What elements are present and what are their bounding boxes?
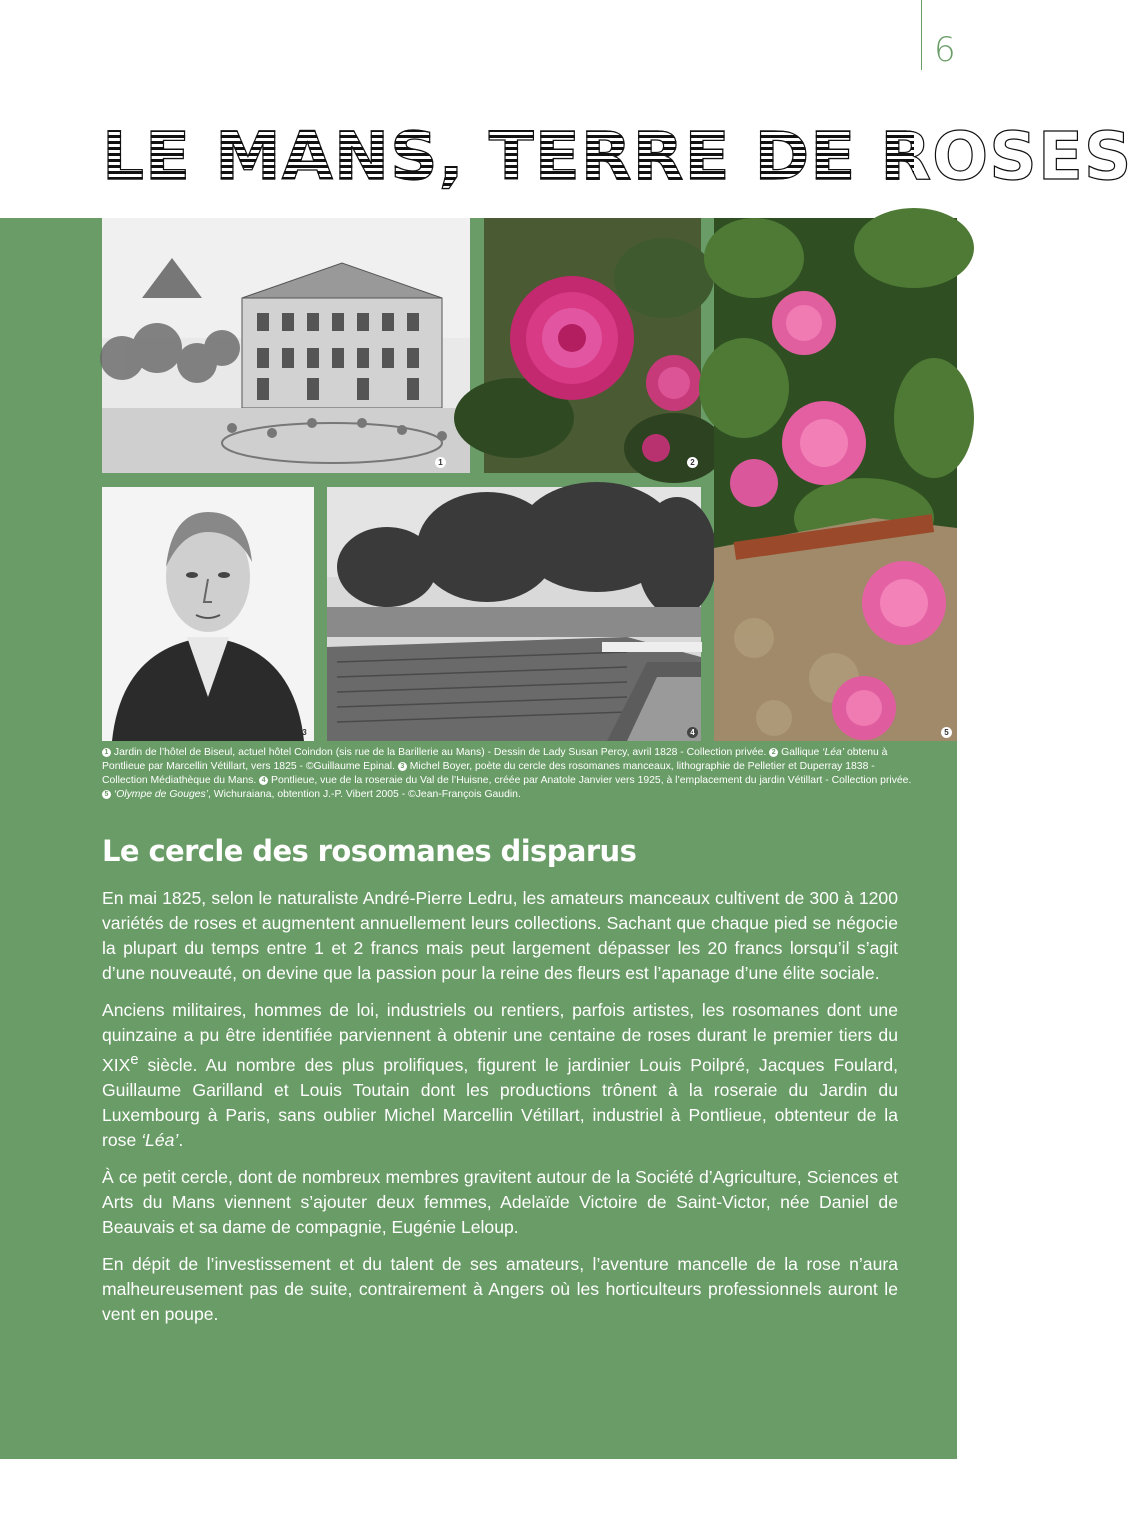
paragraph-2-middle: siècle. Au nombre des plus prolifiques, figurent le jardinier Louis Poilpré, Jacques Foulard, Guillaume Garilland et Louis Toutain dont les productions trônent à la roseraie du Jardin du Luxembourg à Paris, sans oublier Michel Marcellin Vétillart, industriel à Pontlieue, obtenteur de la rose	[102, 1054, 898, 1150]
caption-2-rose-name: ‘Léa’	[822, 747, 845, 758]
photo-rose-lea	[484, 218, 701, 473]
photo-portrait-michel-boyer	[102, 487, 314, 741]
paragraph-2	[102, 998, 898, 1153]
photo-roseraie-val-de-lhuisne	[327, 487, 701, 741]
photo-badge: 4	[687, 727, 698, 738]
page-title: LE MANS, TERRE DE ROSES	[102, 118, 1132, 195]
caption-5-end: , Wichuraiana, obtention J.-P. Vibert 2005 - ©Jean-François Gaudin.	[208, 789, 521, 800]
caption-number: 2	[769, 748, 778, 757]
page-divider-rule	[921, 0, 922, 70]
caption-5-rose-name: ‘Olympe de Gouges’	[113, 789, 209, 800]
caption-3: Michel Boyer, poète du cercle des rosomanes manceaux, lithographie de Pelletier et Duperray 1838 - Collection Médiathèque du Mans.	[102, 761, 875, 786]
photo-olympe-de-gouges	[714, 218, 957, 741]
photo-badge: 5	[941, 727, 952, 738]
paragraph-2-end: .	[178, 1129, 184, 1150]
superscript-e: e	[130, 1052, 139, 1068]
photo-badge: 1	[435, 457, 446, 468]
caption-4: Pontlieue, vue de la roseraie du Val de l’Huisne, créée par Anatole Janvier vers 1925, à l’emplacement du jardin Vétillart - Collection privée.	[271, 775, 912, 786]
paragraph-4: En dépit de l’investissement et du talent de ses amateurs, l’aventure mancelle de la rose n’aura malheureusement pas de suite, contrairement à Angers où les horticulteurs professionnels auront le vent en poupe.	[102, 1253, 898, 1324]
caption-2-end: obtenu à Pontlieue par Marcellin Vétillart, vers 1825 - ©Guillaume Epinal.	[102, 747, 888, 772]
photo-hotel-de-biseul	[102, 218, 470, 473]
article-body	[102, 886, 898, 1339]
caption-number: 4	[259, 776, 268, 785]
paragraph-2-start: Anciens militaires, hommes de loi, industriels ou rentiers, parfois artistes, les rosomanes dont une quinzaine a pu être identifiée parviennent à obtenir une centaine de roses durant le premier tiers du XIX	[102, 1000, 898, 1075]
paragraph-1: En mai 1825, selon le naturaliste André-Pierre Ledru, les amateurs manceaux cultivent de 300 à 1200 variétés de roses et augmentent annuellement leurs collections. Sachant que chaque pied se négocie la plupart du temps entre 1 et 2 francs mais peut largement dépasser les 20 francs lorsqu’il s’agit d’une nouveauté, on devine que la passion pour la reine des fleurs est l’apanage d’une élite sociale.	[102, 888, 898, 983]
caption-2-start: Gallique	[781, 747, 823, 758]
photo-captions	[102, 746, 914, 802]
page-number: 6	[934, 30, 956, 70]
section-heading: Le cercle des rosomanes disparus	[102, 834, 637, 868]
rose-name-lea: ‘Léa’	[141, 1129, 179, 1150]
caption-number: 5	[102, 790, 111, 799]
paragraph-3: À ce petit cercle, dont de nombreux membres gravitent autour de la Société d’Agriculture, Sciences et Arts du Mans viennent s’ajouter deux femmes, Adelaïde Victoire de Saint-Victor, née Daniel de Beauvais et sa dame de compagnie, Eugénie Leloup.	[102, 1166, 898, 1237]
caption-number: 1	[102, 748, 111, 757]
caption-number: 3	[398, 762, 407, 771]
photo-badge: 2	[687, 457, 698, 468]
photo-badge: 3	[302, 728, 307, 737]
caption-1: Jardin de l’hôtel de Biseul, actuel hôtel Coindon (sis rue de la Barillerie au Mans) - Dessin de Lady Susan Percy, avril 1828 - Collection privée.	[113, 747, 767, 758]
